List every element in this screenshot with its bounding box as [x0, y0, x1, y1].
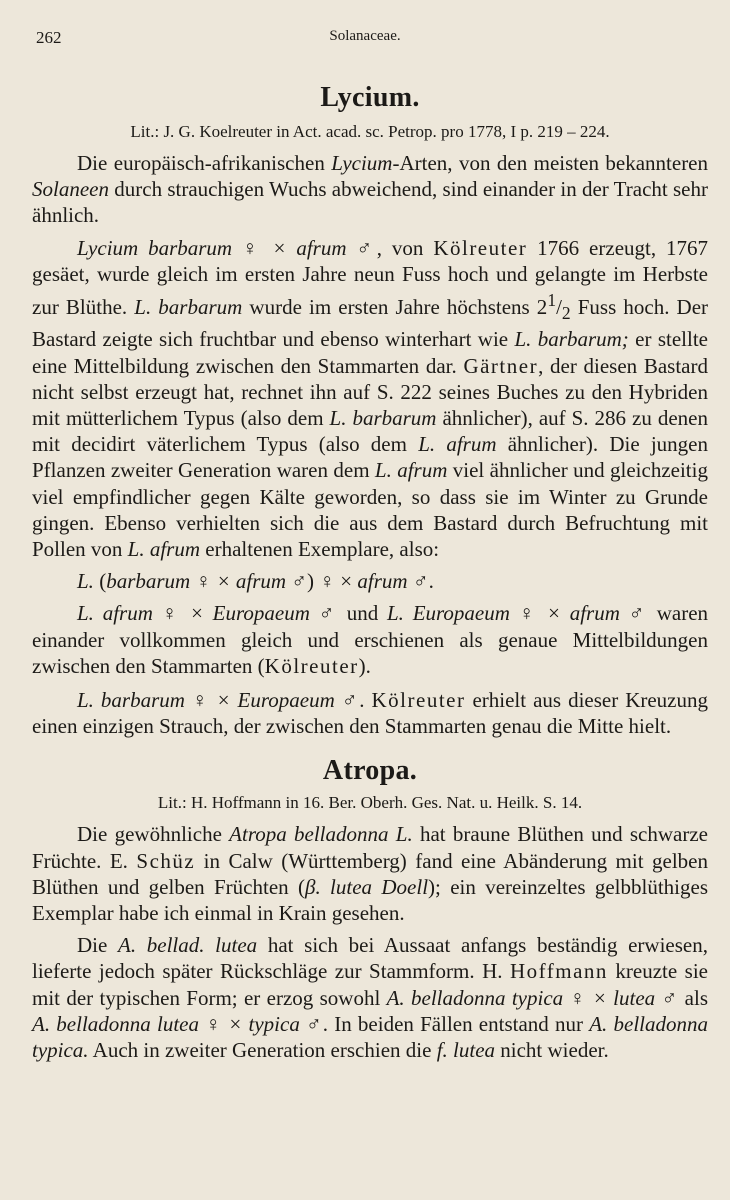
paragraph-lycium-europaeum: L. afrum ♀ × Europaeum ♂ und L. Europaeum ♀ × afrum ♂ waren einander vollkommen gleich und erschienen als genaue Mittelbildungen zwischen den Stammarten (Kölreuter).	[32, 601, 709, 678]
section-title-lycium: Lycium.	[320, 82, 420, 113]
paragraph-lycium-intro: Die europäisch-afrikanischen Lycium-Arten, von den meisten bekannteren Solaneen durch strauchigen Wuchs abweichend, sind einander in der Tracht sehr ähnlich.	[32, 151, 709, 228]
literature-reference-atropa: Lit.: H. Hoffmann in 16. Ber. Oberh. Ges. Nat. u. Heilk. S. 14.	[157, 793, 583, 813]
paragraph-atropa-lutea: Die A. bellad. lutea hat sich bei Aussaat anfangs beständig erwiesen, lieferte jedoch später Rückschläge zur Stammform. H. Hoffmann kreuzte sie mit der typischen Form; er erzog sowohl A. belladonna typica ♀ × lutea ♂ als A. belladonna lutea ♀ × typica ♂. In beiden Fällen entstand nur A. belladonna typica. Auch in zweiter Generation erschien die f. lutea nicht wieder.	[32, 933, 709, 1063]
section-title-atropa: Atropa.	[322, 755, 418, 787]
running-title: Solanaceae.	[329, 28, 401, 44]
paragraph-atropa-intro: Die gewöhnliche Atropa belladonna L. hat braune Blüthen und schwarze Früchte. E. Schüz in Calw (Württemberg) fand eine Abänderung mit gelben Blüthen und gelben Früchten (β. lutea Doell); ein vereinzeltes gelbblüthiges Exemplar habe ich einmal in Krain gesehen.	[32, 822, 708, 926]
page-body	[32, 80, 708, 1063]
page-number: 262	[36, 28, 62, 47]
author-name: Gärtner	[463, 353, 539, 378]
author-name: Kölreuter	[264, 653, 359, 678]
paragraph-lycium-barbarum-europaeum: L. barbarum ♀ × Europaeum ♂. Kölreuter erhielt aus dieser Kreuzung einen einzigen Strauch, der zwischen den Stammarten genau die Mitte hielt.	[32, 688, 709, 739]
author-name: Hoffmann	[510, 959, 608, 984]
page-header	[36, 28, 694, 52]
paragraph-lycium-barbarum-afrum: Lycium barbarum ♀ × afrum ♂, von Kölreuter 1766 erzeugt, 1767 gesäet, wurde gleich im ersten Jahre neun Fuss hoch und gelangte im Herbste zur Blüthe. L. barbarum wurde im ersten Jahre höchstens $2^1/_2$ Fuss hoch. Der Bastard zeigte sich fruchtbar und ebenso winterhart wie L. barbarum; er stellte eine Mittelbildung zwischen den Stammarten dar. Gärtner, der diesen Bastard nicht selbst erzeugt hat, rechnet ihn auf S. 222 seines Buches zu den Hybriden mit mütterlichem Typus (also dem L. barbarum ähnlicher), auf S. 286 zu denen mit decidirt väterlichem Typus (also dem L. afrum ähnlicher). Die jungen Pflanzen zweiter Generation waren dem L. afrum viel ähnlicher und gleichzeitig viel empfindlicher gegen Kälte geworden, so dass sie im Winter zu Grunde gingen. Ebenso verhielten sich die aus dem Bastard durch Befruchtung mit Pollen von L. afrum erhaltenen Exemplare, also:	[32, 235, 709, 562]
literature-reference-lycium: Lit.: J. G. Koelreuter in Act. acad. sc. Petrop. pro 1778, I p. 219 – 224.	[130, 122, 610, 141]
author-name: Kölreuter	[433, 235, 528, 260]
author-name: Schüz	[136, 848, 196, 873]
author-name: Kölreuter	[371, 688, 466, 713]
cross-formula: L. (barbarum ♀ × afrum ♂) ♀ × afrum ♂.	[77, 569, 434, 594]
